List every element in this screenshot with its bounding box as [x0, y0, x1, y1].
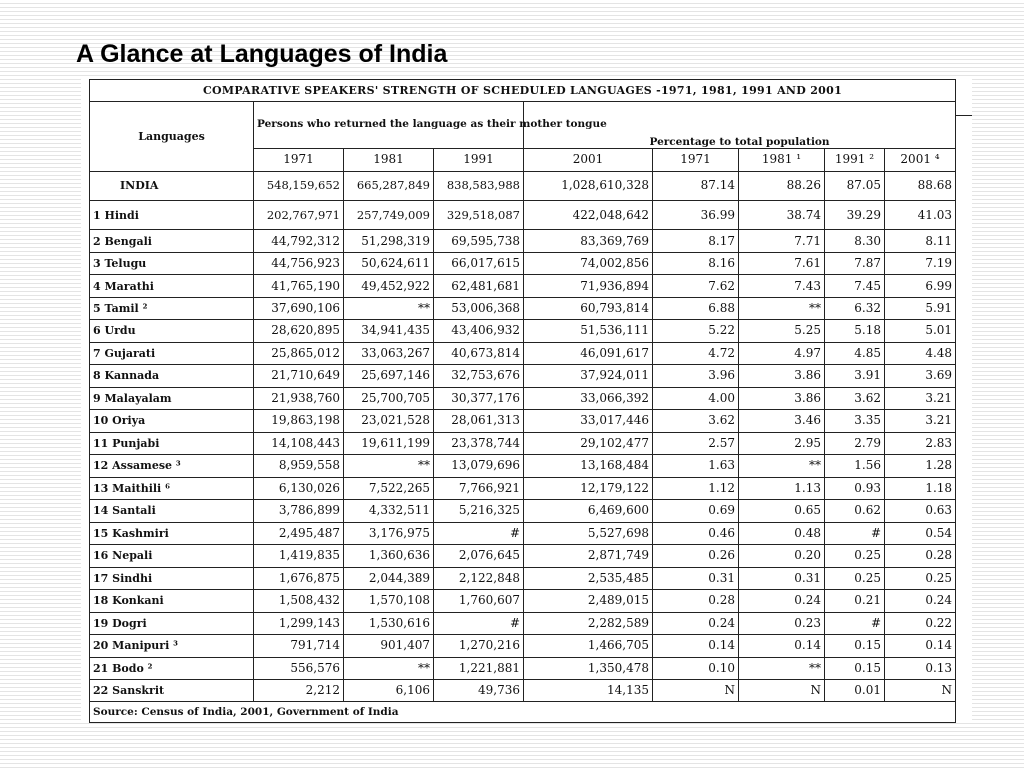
speakers-count: 51,536,111	[524, 320, 653, 342]
speakers-count: 62,481,681	[434, 275, 524, 297]
language-name: 19 Dogri	[90, 612, 254, 634]
speakers-count: 2,489,015	[524, 590, 653, 612]
mother-tongue-header: Persons who returned the language as their mother tongue	[254, 102, 524, 148]
year-header-1: 1981	[344, 148, 434, 171]
percentage-value: 3.62	[653, 410, 739, 432]
percentage-value: 2.83	[885, 432, 956, 454]
percentage-value: 2.57	[653, 432, 739, 454]
table-row	[90, 545, 956, 567]
speakers-count: 14,108,443	[254, 432, 344, 454]
speakers-count: 556,576	[254, 657, 344, 679]
speakers-count: 1,028,610,328	[524, 171, 653, 200]
language-name: 4 Marathi	[90, 275, 254, 297]
speakers-count: 23,378,744	[434, 432, 524, 454]
table-row	[90, 612, 956, 634]
speakers-count: 28,061,313	[434, 410, 524, 432]
percentage-value: 0.13	[885, 657, 956, 679]
table-row	[90, 365, 956, 387]
language-name: 7 Gujarati	[90, 342, 254, 364]
year-header-3: 2001	[524, 148, 653, 171]
speakers-count: 7,522,265	[344, 477, 434, 499]
speakers-count: 33,017,446	[524, 410, 653, 432]
table-caption: COMPARATIVE SPEAKERS' STRENGTH OF SCHEDULED LANGUAGES -1971, 1981, 1991 AND 2001	[90, 80, 956, 102]
speakers-count: 7,766,921	[434, 477, 524, 499]
percentage-value: 0.28	[885, 545, 956, 567]
speakers-count: 2,212	[254, 679, 344, 701]
language-name: 3 Telugu	[90, 252, 254, 274]
speakers-count: 422,048,642	[524, 201, 653, 230]
percentage-value: 0.54	[885, 522, 956, 544]
table-image	[81, 79, 972, 723]
speakers-count: 1,676,875	[254, 567, 344, 589]
percentage-value: 3.86	[739, 365, 825, 387]
speakers-count: 1,466,705	[524, 635, 653, 657]
speakers-count: 1,760,607	[434, 590, 524, 612]
percentage-value: 4.48	[885, 342, 956, 364]
table-row	[90, 410, 956, 432]
speakers-count: 1,360,636	[344, 545, 434, 567]
speakers-count: #	[434, 612, 524, 634]
speakers-count: 19,611,199	[344, 432, 434, 454]
language-name: 1 Hindi	[90, 201, 254, 230]
table-row	[90, 320, 956, 342]
speakers-count: **	[344, 657, 434, 679]
speakers-count: 6,469,600	[524, 500, 653, 522]
percentage-value: 6.88	[653, 297, 739, 319]
percentage-value: 0.31	[739, 567, 825, 589]
percentage-value: 2.79	[825, 432, 885, 454]
language-name: 13 Maithili ⁶	[90, 477, 254, 499]
percentage-value: 0.31	[653, 567, 739, 589]
percentage-value: 3.91	[825, 365, 885, 387]
speakers-count: **	[344, 455, 434, 477]
speakers-count: **	[344, 297, 434, 319]
table-row	[90, 432, 956, 454]
percentage-value: 4.00	[653, 387, 739, 409]
speakers-count: 50,624,611	[344, 252, 434, 274]
year-header-4: 1971	[653, 148, 739, 171]
percentage-value: 7.19	[885, 252, 956, 274]
percentage-value: 1.18	[885, 477, 956, 499]
speakers-count: 71,936,894	[524, 275, 653, 297]
percentage-value: 0.15	[825, 635, 885, 657]
percentage-value: 0.63	[885, 500, 956, 522]
speakers-count: 19,863,198	[254, 410, 344, 432]
language-name: 12 Assamese ³	[90, 455, 254, 477]
table-row	[90, 657, 956, 679]
table-row	[90, 387, 956, 409]
language-name: 15 Kashmiri	[90, 522, 254, 544]
language-name: 9 Malayalam	[90, 387, 254, 409]
speakers-count: 3,786,899	[254, 500, 344, 522]
percentage-value: 4.97	[739, 342, 825, 364]
percentage-value: 41.03	[885, 201, 956, 230]
table-row	[90, 455, 956, 477]
speakers-count: 25,697,146	[344, 365, 434, 387]
speakers-count: 23,021,528	[344, 410, 434, 432]
percentage-value: #	[825, 612, 885, 634]
percentage-value: 87.14	[653, 171, 739, 200]
speakers-count: 83,369,769	[524, 230, 653, 252]
speakers-count: 4,332,511	[344, 500, 434, 522]
percentage-value: 0.48	[739, 522, 825, 544]
speakers-count: 202,767,971	[254, 201, 344, 230]
percentage-value: **	[739, 297, 825, 319]
language-name: 16 Nepali	[90, 545, 254, 567]
percentage-value: 3.35	[825, 410, 885, 432]
speakers-count: 32,753,676	[434, 365, 524, 387]
speakers-count: 33,063,267	[344, 342, 434, 364]
percentage-value: 0.23	[739, 612, 825, 634]
speakers-count: 33,066,392	[524, 387, 653, 409]
speakers-count: 43,406,932	[434, 320, 524, 342]
table-row	[90, 522, 956, 544]
speakers-count: 1,350,478	[524, 657, 653, 679]
language-name: 8 Kannada	[90, 365, 254, 387]
percentage-value: 3.62	[825, 387, 885, 409]
languages-table	[89, 79, 956, 723]
percentage-value: 87.05	[825, 171, 885, 200]
language-name: 17 Sindhi	[90, 567, 254, 589]
percentage-value: 0.65	[739, 500, 825, 522]
percentage-value: 7.87	[825, 252, 885, 274]
percentage-value: 36.99	[653, 201, 739, 230]
percentage-value: N	[739, 679, 825, 701]
percentage-value: 0.15	[825, 657, 885, 679]
percentage-value: 7.71	[739, 230, 825, 252]
speakers-count: 60,793,814	[524, 297, 653, 319]
speakers-count: 838,583,988	[434, 171, 524, 200]
table-row	[90, 500, 956, 522]
percentage-value: 0.14	[885, 635, 956, 657]
speakers-count: 2,044,389	[344, 567, 434, 589]
speakers-count: 13,168,484	[524, 455, 653, 477]
speakers-count: 66,017,615	[434, 252, 524, 274]
speakers-count: 37,690,106	[254, 297, 344, 319]
speakers-count: 44,792,312	[254, 230, 344, 252]
percentage-value: 1.63	[653, 455, 739, 477]
percentage-value: 7.61	[739, 252, 825, 274]
speakers-count: 30,377,176	[434, 387, 524, 409]
speakers-count: 1,508,432	[254, 590, 344, 612]
percentage-value: #	[825, 522, 885, 544]
speakers-count: 21,938,760	[254, 387, 344, 409]
percentage-value: 3.46	[739, 410, 825, 432]
speakers-count: 1,299,143	[254, 612, 344, 634]
speakers-count: 28,620,895	[254, 320, 344, 342]
percentage-value: 0.28	[653, 590, 739, 612]
language-name: 20 Manipuri ³	[90, 635, 254, 657]
header-spacer	[524, 102, 956, 120]
percentage-value: 3.21	[885, 387, 956, 409]
percentage-value: 7.45	[825, 275, 885, 297]
speakers-count: 2,122,848	[434, 567, 524, 589]
speakers-count: 1,270,216	[434, 635, 524, 657]
percentage-value: 0.22	[885, 612, 956, 634]
percentage-value: 0.20	[739, 545, 825, 567]
percentage-value: 0.14	[653, 635, 739, 657]
languages-header: Languages	[90, 102, 254, 172]
percentage-value: 0.46	[653, 522, 739, 544]
speakers-count: 791,714	[254, 635, 344, 657]
percentage-value: 88.68	[885, 171, 956, 200]
speakers-count: 34,941,435	[344, 320, 434, 342]
table-row	[90, 342, 956, 364]
speakers-count: 2,871,749	[524, 545, 653, 567]
percentage-value: N	[885, 679, 956, 701]
percentage-value: 1.56	[825, 455, 885, 477]
percentage-header: Percentage to total population	[524, 120, 956, 148]
speakers-count: 8,959,558	[254, 455, 344, 477]
percentage-value: 6.99	[885, 275, 956, 297]
percentage-value: 8.11	[885, 230, 956, 252]
percentage-value: 0.25	[825, 567, 885, 589]
speakers-count: #	[434, 522, 524, 544]
table-row	[90, 590, 956, 612]
percentage-value: 1.13	[739, 477, 825, 499]
speakers-count: 3,176,975	[344, 522, 434, 544]
speakers-count: 13,079,696	[434, 455, 524, 477]
speakers-count: 25,700,705	[344, 387, 434, 409]
table-row	[90, 679, 956, 701]
percentage-value: 8.17	[653, 230, 739, 252]
percentage-value: 0.21	[825, 590, 885, 612]
percentage-value: 3.86	[739, 387, 825, 409]
table-row-india	[90, 171, 956, 200]
language-name: 5 Tamil ²	[90, 297, 254, 319]
percentage-value: 0.25	[885, 567, 956, 589]
speakers-count: 12,179,122	[524, 477, 653, 499]
speakers-count: 41,765,190	[254, 275, 344, 297]
speakers-count: 69,595,738	[434, 230, 524, 252]
percentage-value: **	[739, 657, 825, 679]
percentage-value: 3.96	[653, 365, 739, 387]
percentage-value: 8.30	[825, 230, 885, 252]
percentage-value: 4.85	[825, 342, 885, 364]
speakers-count: 46,091,617	[524, 342, 653, 364]
speakers-count: 40,673,814	[434, 342, 524, 364]
speakers-count: 1,530,616	[344, 612, 434, 634]
percentage-value: 5.22	[653, 320, 739, 342]
speakers-count: 37,924,011	[524, 365, 653, 387]
slide-title: A Glance at Languages of India	[76, 40, 448, 68]
percentage-value: 7.62	[653, 275, 739, 297]
percentage-value: 0.26	[653, 545, 739, 567]
speakers-count: 2,076,645	[434, 545, 524, 567]
language-name: 6 Urdu	[90, 320, 254, 342]
percentage-value: 38.74	[739, 201, 825, 230]
speakers-count: 53,006,368	[434, 297, 524, 319]
year-header-7: 2001 ⁴	[885, 148, 956, 171]
percentage-value: 6.32	[825, 297, 885, 319]
language-name: 18 Konkani	[90, 590, 254, 612]
speakers-count: 44,756,923	[254, 252, 344, 274]
speakers-count: 25,865,012	[254, 342, 344, 364]
table-row	[90, 477, 956, 499]
language-name: 21 Bodo ²	[90, 657, 254, 679]
percentage-value: 3.69	[885, 365, 956, 387]
language-name: 22 Sanskrit	[90, 679, 254, 701]
table-row	[90, 635, 956, 657]
speakers-count: 29,102,477	[524, 432, 653, 454]
language-name: INDIA	[90, 171, 254, 200]
speakers-count: 1,570,108	[344, 590, 434, 612]
speakers-count: 49,452,922	[344, 275, 434, 297]
header-extension-line	[955, 115, 972, 116]
percentage-value: 0.24	[653, 612, 739, 634]
percentage-value: 5.25	[739, 320, 825, 342]
percentage-value: 5.01	[885, 320, 956, 342]
percentage-value: 8.16	[653, 252, 739, 274]
percentage-value: 1.28	[885, 455, 956, 477]
table-row	[90, 201, 956, 230]
language-name: 11 Punjabi	[90, 432, 254, 454]
language-name: 14 Santali	[90, 500, 254, 522]
speakers-count: 1,419,835	[254, 545, 344, 567]
speakers-count: 665,287,849	[344, 171, 434, 200]
year-header-5: 1981 ¹	[739, 148, 825, 171]
speakers-count: 2,535,485	[524, 567, 653, 589]
speakers-count: 5,527,698	[524, 522, 653, 544]
percentage-value: 0.25	[825, 545, 885, 567]
percentage-value: 0.24	[739, 590, 825, 612]
speakers-count: 329,518,087	[434, 201, 524, 230]
percentage-value: N	[653, 679, 739, 701]
speakers-count: 2,282,589	[524, 612, 653, 634]
language-name: 2 Bengali	[90, 230, 254, 252]
percentage-value: **	[739, 455, 825, 477]
speakers-count: 257,749,009	[344, 201, 434, 230]
percentage-value: 0.62	[825, 500, 885, 522]
percentage-value: 5.18	[825, 320, 885, 342]
speakers-count: 901,407	[344, 635, 434, 657]
percentage-value: 0.24	[885, 590, 956, 612]
speakers-count: 51,298,319	[344, 230, 434, 252]
language-name: 10 Oriya	[90, 410, 254, 432]
percentage-value: 3.21	[885, 410, 956, 432]
speakers-count: 548,159,652	[254, 171, 344, 200]
percentage-value: 0.69	[653, 500, 739, 522]
percentage-value: 0.14	[739, 635, 825, 657]
table-row	[90, 230, 956, 252]
percentage-value: 5.91	[885, 297, 956, 319]
percentage-value: 1.12	[653, 477, 739, 499]
percentage-value: 7.43	[739, 275, 825, 297]
percentage-value: 0.01	[825, 679, 885, 701]
year-header-2: 1991	[434, 148, 524, 171]
speakers-count: 49,736	[434, 679, 524, 701]
year-header-6: 1991 ²	[825, 148, 885, 171]
speakers-count: 1,221,881	[434, 657, 524, 679]
percentage-value: 0.10	[653, 657, 739, 679]
percentage-value: 39.29	[825, 201, 885, 230]
speakers-count: 74,002,856	[524, 252, 653, 274]
source-note: Source: Census of India, 2001, Government of India	[90, 702, 956, 723]
table-row	[90, 275, 956, 297]
year-header-0: 1971	[254, 148, 344, 171]
percentage-value: 0.93	[825, 477, 885, 499]
speakers-count: 2,495,487	[254, 522, 344, 544]
speakers-count: 6,106	[344, 679, 434, 701]
speakers-count: 14,135	[524, 679, 653, 701]
table-row	[90, 252, 956, 274]
speakers-count: 21,710,649	[254, 365, 344, 387]
speakers-count: 5,216,325	[434, 500, 524, 522]
percentage-value: 88.26	[739, 171, 825, 200]
percentage-value: 2.95	[739, 432, 825, 454]
table-row	[90, 567, 956, 589]
percentage-value: 4.72	[653, 342, 739, 364]
speakers-count: 6,130,026	[254, 477, 344, 499]
table-row	[90, 297, 956, 319]
